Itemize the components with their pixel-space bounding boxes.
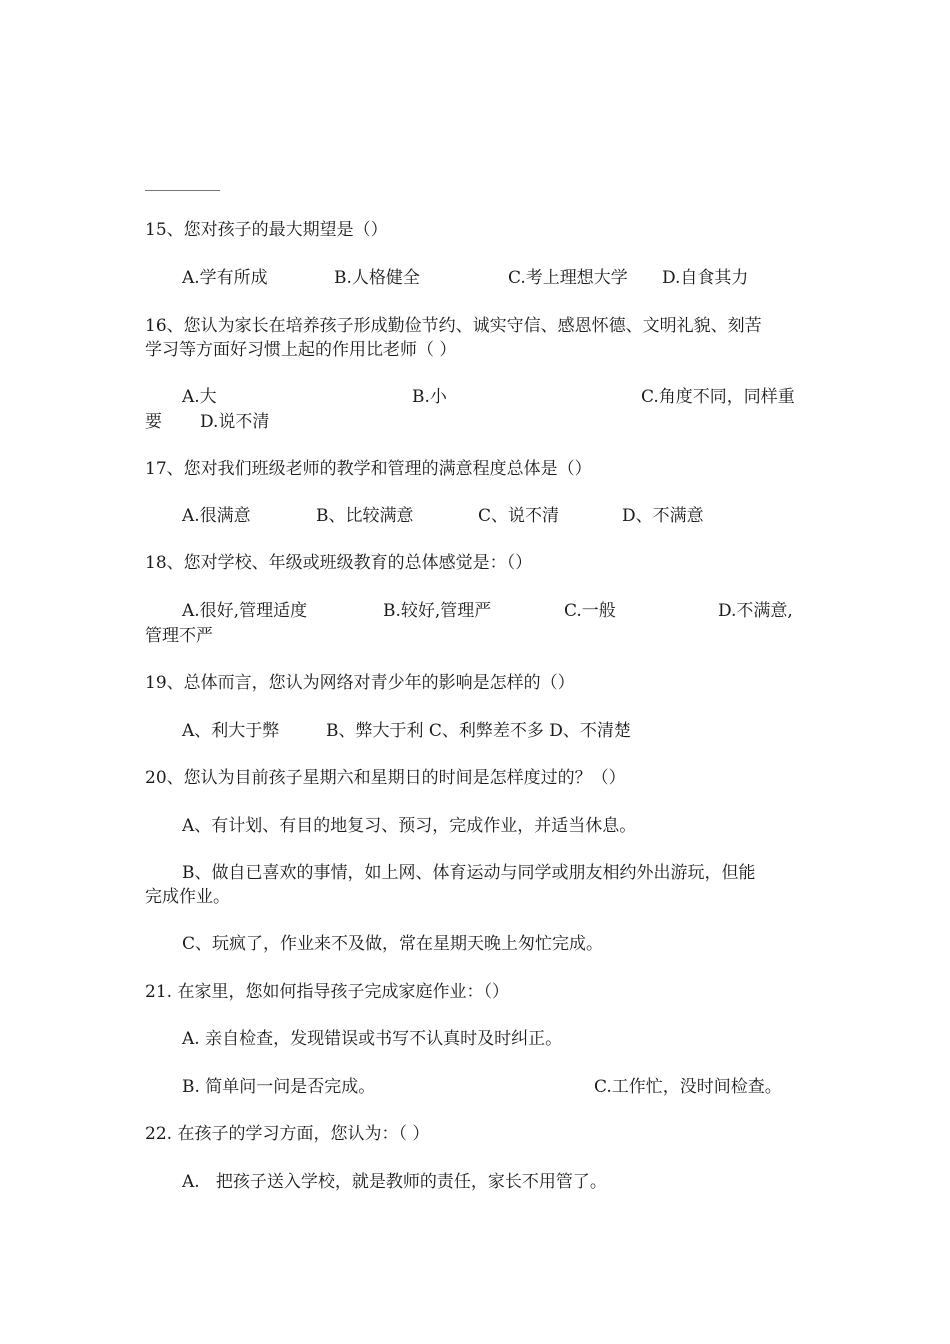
q16-option-b: B.小 [412,387,447,407]
q16-option-d: D.说不清 [200,412,270,432]
question-15: 15、您对孩子的最大期望是（） [145,220,388,240]
q18-option-d: D.不满意, [718,601,793,621]
q20-option-b-line-1: B、做自已喜欢的事情，如上网、体育运动与同学或朋友相约外出游玩，但能 [182,863,756,883]
question-19: 19、总体而言，您认为网络对青少年的影响是怎样的（） [145,673,575,693]
q21-option-c: C.工作忙，没时间检查。 [594,1077,782,1097]
question-18: 18、您对学校、年级或班级教育的总体感觉是：（） [145,553,533,573]
q20-option-a: A、有计划、有目的地复习、预习，完成作业，并适当休息。 [182,816,637,836]
q18-option-a: A.很好,管理适度 [182,601,308,621]
q18-option-d-continuation: 管理不严 [145,626,213,646]
q15-option-d: D.自食其力 [662,268,749,288]
q19-option-a: A、利大于弊 [182,721,280,741]
q16-option-c-continuation: 要 [145,412,162,432]
q20-option-b-line-2: 完成作业。 [145,887,230,907]
question-16-line-1: 16、您认为家长在培养孩子形成勤俭节约、诚实守信、感恩怀德、文明礼貌、刻苦 [145,316,762,336]
q17-option-d: D、不满意 [622,506,704,526]
question-21: 21. 在家里，您如何指导孩子完成家庭作业：（） [145,982,509,1002]
footnote-separator [145,190,220,191]
q17-option-b: B、比较满意 [316,506,414,526]
q16-option-c: C.角度不同，同样重 [641,387,795,407]
q18-option-b: B.较好,管理严 [383,601,492,621]
q15-option-a: A.学有所成 [182,268,268,288]
q16-option-a: A.大 [182,387,217,407]
question-17: 17、您对我们班级老师的教学和管理的满意程度总体是（） [145,459,592,479]
q15-option-c: C.考上理想大学 [508,268,628,288]
q21-option-b: B. 简单问一问是否完成。 [182,1077,376,1097]
q18-option-c: C.一般 [564,601,616,621]
q17-option-c: C、说不清 [478,506,560,526]
question-20: 20、您认为目前孩子星期六和星期日的时间是怎样度过的？（） [145,768,626,788]
q22-option-a: A. 把孩子送入学校，就是教师的责任，家长不用管了。 [182,1172,607,1192]
question-22: 22. 在孩子的学习方面，您认为：（ ） [145,1124,430,1144]
q15-option-b: B.人格健全 [334,268,420,288]
q17-option-a: A.很满意 [182,506,251,526]
q21-option-a: A. 亲自检查，发现错误或书写不认真时及时纠正。 [182,1029,563,1049]
q19-options-b-c-d: B、弊大于利 C、利弊差不多 D、不清楚 [326,721,631,741]
question-16-line-2: 学习等方面好习惯上起的作用比老师（ ） [145,340,457,360]
q20-option-c: C、玩疯了，作业来不及做，常在星期天晚上匆忙完成。 [182,934,604,954]
